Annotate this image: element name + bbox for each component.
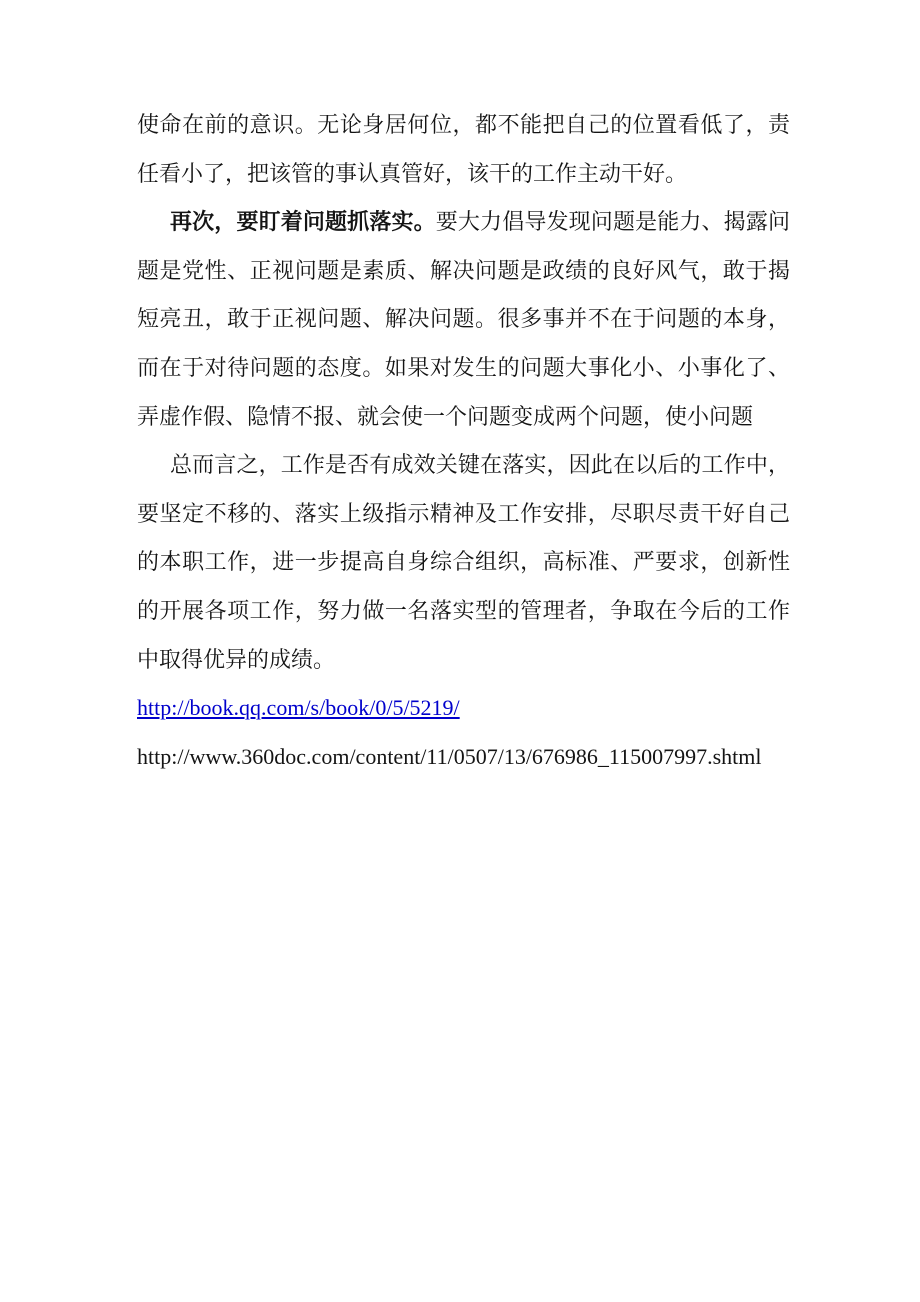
url-text-360doc: http://www.360doc.com/content/11/0507/13/676986_115007997.shtml: [137, 743, 762, 769]
paragraph-zaici: [137, 198, 790, 441]
paragraph-zaici-bold-lead: 再次，要盯着问题抓落实。: [170, 209, 436, 235]
hyperlink-line: [137, 684, 790, 733]
book-qq-hyperlink[interactable]: http://book.qq.com/s/book/0/5/5219/: [137, 695, 460, 721]
paragraph-zaici-body: 要大力倡导发现问题是能力、揭露问题是党性、正视问题是素质、解决问题是政绩的良好风气，敢于揭短亮丑，敢于正视问题、解决问题。很多事并不在于问题的本身，而在于对待问题的态度。如果对发生的问题大事化小、小事化了、弄虚作假、隐情不报、就会使一个问题变成两个问题，使小问题: [137, 209, 790, 429]
paragraph-summary: 总而言之，工作是否有成效关键在落实，因此在以后的工作中，要坚定不移的、落实上级指示精神及工作安排，尽职尽责干好自己的本职工作，进一步提高自身综合组织，高标准、严要求，创新性的开展各项工作，努力做一名落实型的管理者，争取在今后的工作中取得优异的成绩。: [137, 452, 790, 672]
paragraph-continuation: 使命在前的意识。无论身居何位，都不能把自己的位置看低了，责任看小了，把该管的事认真管好，该干的工作主动干好。: [137, 112, 790, 186]
